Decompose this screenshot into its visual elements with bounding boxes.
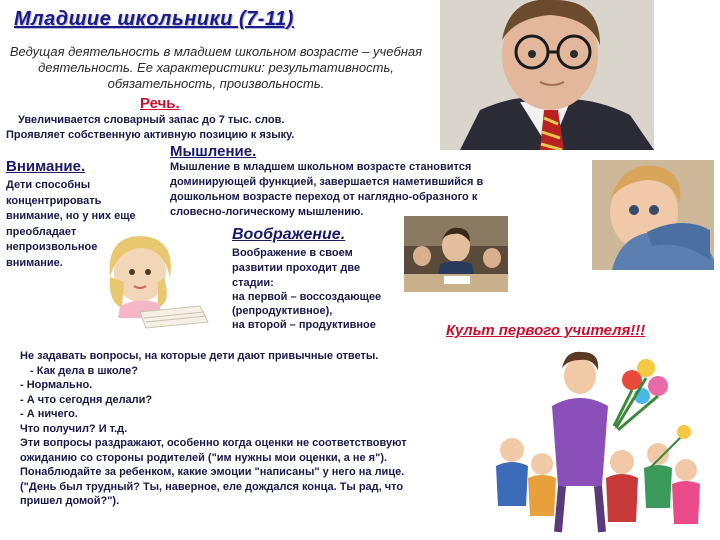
dialogue-line: - А что сегодня делали? [20,393,153,406]
dialogue-line: пришел домой?"). [20,495,120,507]
imagination-line-4: на первой – воссоздающее [232,291,382,303]
dialogue-line: ("День был трудный? Ты, наверное, еле дождался конца. Ты рад, что [20,480,404,493]
scared-girl-photo [592,160,714,270]
speech-heading: Речь. [140,95,180,112]
imagination-line-6: на второй – продуктивное [232,319,376,331]
dialogue-block [20,349,407,509]
speech-line-1: Увеличивается словарный запас до 7 тыс. слов. [18,114,285,126]
thinking-text: Мышление в младшем школьном возрасте становится доминирующей функцией, завершается наметившийся в дошкольном возрасте переход от наглядно-образного к словесно-логическому мышлению. [170,161,484,218]
dialogue-line: Понаблюдайте за ребенком, какие эмоции "написаны" у него на лице. [20,466,405,478]
imagination-line-3: стадии: [232,277,274,289]
girl-with-books-photo [100,222,212,332]
imagination-line-1: Воображение в своем [232,247,353,259]
teacher-with-children-illustration [482,346,708,538]
teacher-cult-heading: Культ первого учителя!!! [446,322,646,339]
dialogue-line: - Как дела в школе? [30,364,138,377]
dialogue-line: - Нормально. [20,379,93,391]
dialogue-line: Что получил? И т.д. [20,422,128,435]
boy-with-glasses-photo [440,0,654,150]
attention-heading: Внимание. [6,158,86,175]
imagination-line-5: (репродуктивное), [232,305,333,317]
thinking-heading: Мышление. [170,143,257,160]
dialogue-line: Не задавать вопросы, на которые дети дают привычные ответы. [20,350,379,362]
dialogue-line: ожиданию со стороны родителей ("им нужны мои оценки, а не я"). [20,451,388,464]
speech-line-2: Проявляет собственную активную позицию к языку. [6,129,295,141]
imagination-line-2: развитии проходит две [232,262,361,274]
dialogue-line: Эти вопросы раздражают, особенно когда оценки не соответствовуют [20,437,407,449]
classroom-photo [404,216,508,292]
page-title: Младшие школьники (7-11) [14,8,294,30]
attention-text: Дети способны концентрировать внимание, но у них еще преобладает непроизвольное внимание. [6,179,136,269]
intro-paragraph: Ведущая деятельность в младшем школьном возрасте – учебная деятельность. Ее характеристики: результативность, обязательность, произвольность. [9,44,423,91]
imagination-heading: Воображение. [232,226,346,243]
dialogue-line: - А ничего. [20,408,78,420]
